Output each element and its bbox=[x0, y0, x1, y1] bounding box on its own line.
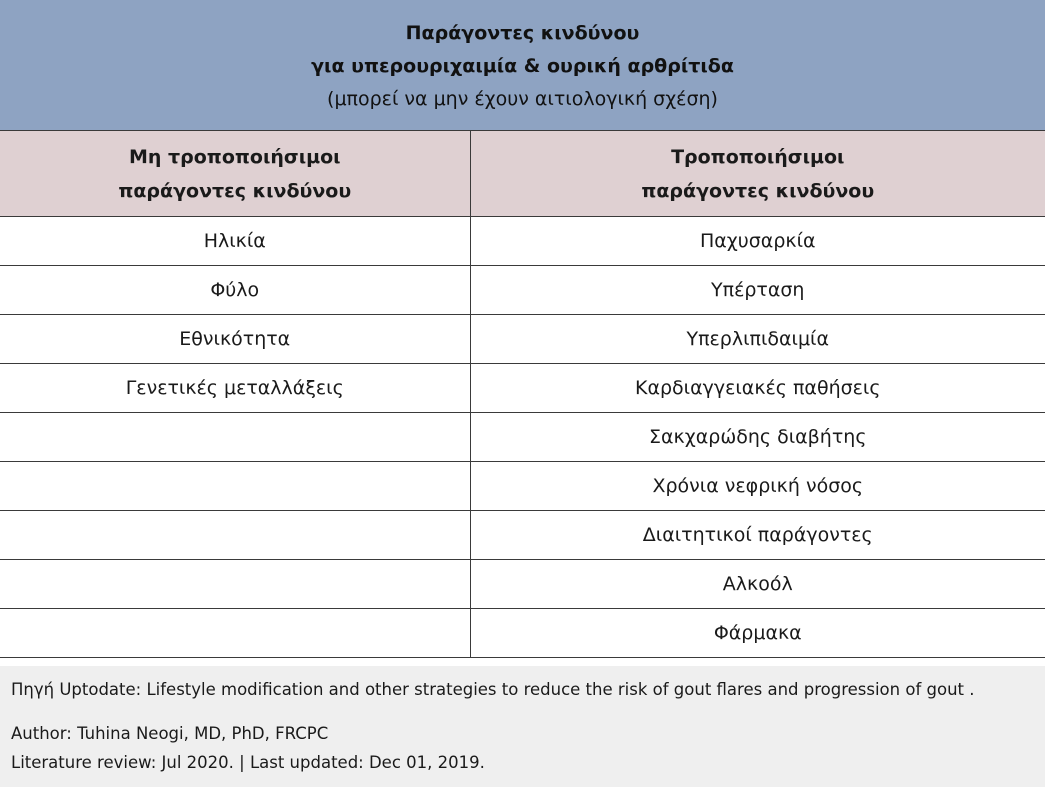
non-modifiable-cell: Γενετικές μεταλλάξεις bbox=[0, 364, 470, 413]
non-modifiable-cell bbox=[0, 560, 470, 609]
modifiable-cell: Καρδιαγγειακές παθήσεις bbox=[470, 364, 1045, 413]
title-band bbox=[0, 0, 1045, 130]
modifiable-cell: Διαιτητικοί παράγοντες bbox=[470, 511, 1045, 560]
risk-factors-table bbox=[0, 130, 1045, 658]
table-row bbox=[0, 462, 1045, 511]
modifiable-cell: Υπέρταση bbox=[470, 266, 1045, 315]
modifiable-cell: Χρόνια νεφρική νόσος bbox=[470, 462, 1045, 511]
table-header-row bbox=[0, 131, 1045, 217]
table-row bbox=[0, 217, 1045, 266]
title-line-2: για υπερουριχαιμία & ουρική αρθρίτιδα bbox=[311, 54, 734, 77]
table-row bbox=[0, 560, 1045, 609]
non-modifiable-cell bbox=[0, 511, 470, 560]
modifiable-cell: Αλκοόλ bbox=[470, 560, 1045, 609]
title-subtitle: (μπορεί να μην έχουν αιτιολογική σχέση) bbox=[327, 87, 718, 110]
modifiable-cell: Φάρμακα bbox=[470, 609, 1045, 658]
source-citation: Πηγή Uptodate: Lifestyle modification and other strategies to reduce the risk of gout flares and progression of gout . bbox=[11, 680, 975, 699]
header-non-modifiable bbox=[0, 131, 470, 217]
header-right-line-2: παράγοντες κινδύνου bbox=[641, 179, 875, 202]
non-modifiable-cell bbox=[0, 609, 470, 658]
source-footer bbox=[0, 666, 1045, 787]
modifiable-cell: Παχυσαρκία bbox=[470, 217, 1045, 266]
table-row bbox=[0, 511, 1045, 560]
non-modifiable-cell: Ηλικία bbox=[0, 217, 470, 266]
header-right-line-1: Τροποποιήσιμοι bbox=[671, 145, 845, 168]
non-modifiable-cell: Φύλο bbox=[0, 266, 470, 315]
table-row bbox=[0, 315, 1045, 364]
table-row bbox=[0, 266, 1045, 315]
header-left-line-2: παράγοντες κινδύνου bbox=[118, 179, 352, 202]
table-row bbox=[0, 413, 1045, 462]
header-left-line-1: Μη τροποποιήσιμοι bbox=[128, 145, 341, 168]
table-row bbox=[0, 364, 1045, 413]
non-modifiable-cell bbox=[0, 462, 470, 511]
title-line-1: Παράγοντες κινδύνου bbox=[405, 21, 640, 44]
modifiable-cell: Υπερλιπιδαιμία bbox=[470, 315, 1045, 364]
modifiable-cell: Σακχαρώδης διαβήτης bbox=[470, 413, 1045, 462]
table-row bbox=[0, 609, 1045, 658]
header-modifiable bbox=[470, 131, 1045, 217]
review-date-line: Literature review: Jul 2020. | Last updated: Dec 01, 2019. bbox=[11, 753, 485, 772]
non-modifiable-cell: Εθνικότητα bbox=[0, 315, 470, 364]
non-modifiable-cell bbox=[0, 413, 470, 462]
author-line: Author: Tuhina Neogi, MD, PhD, FRCPC bbox=[11, 724, 329, 743]
